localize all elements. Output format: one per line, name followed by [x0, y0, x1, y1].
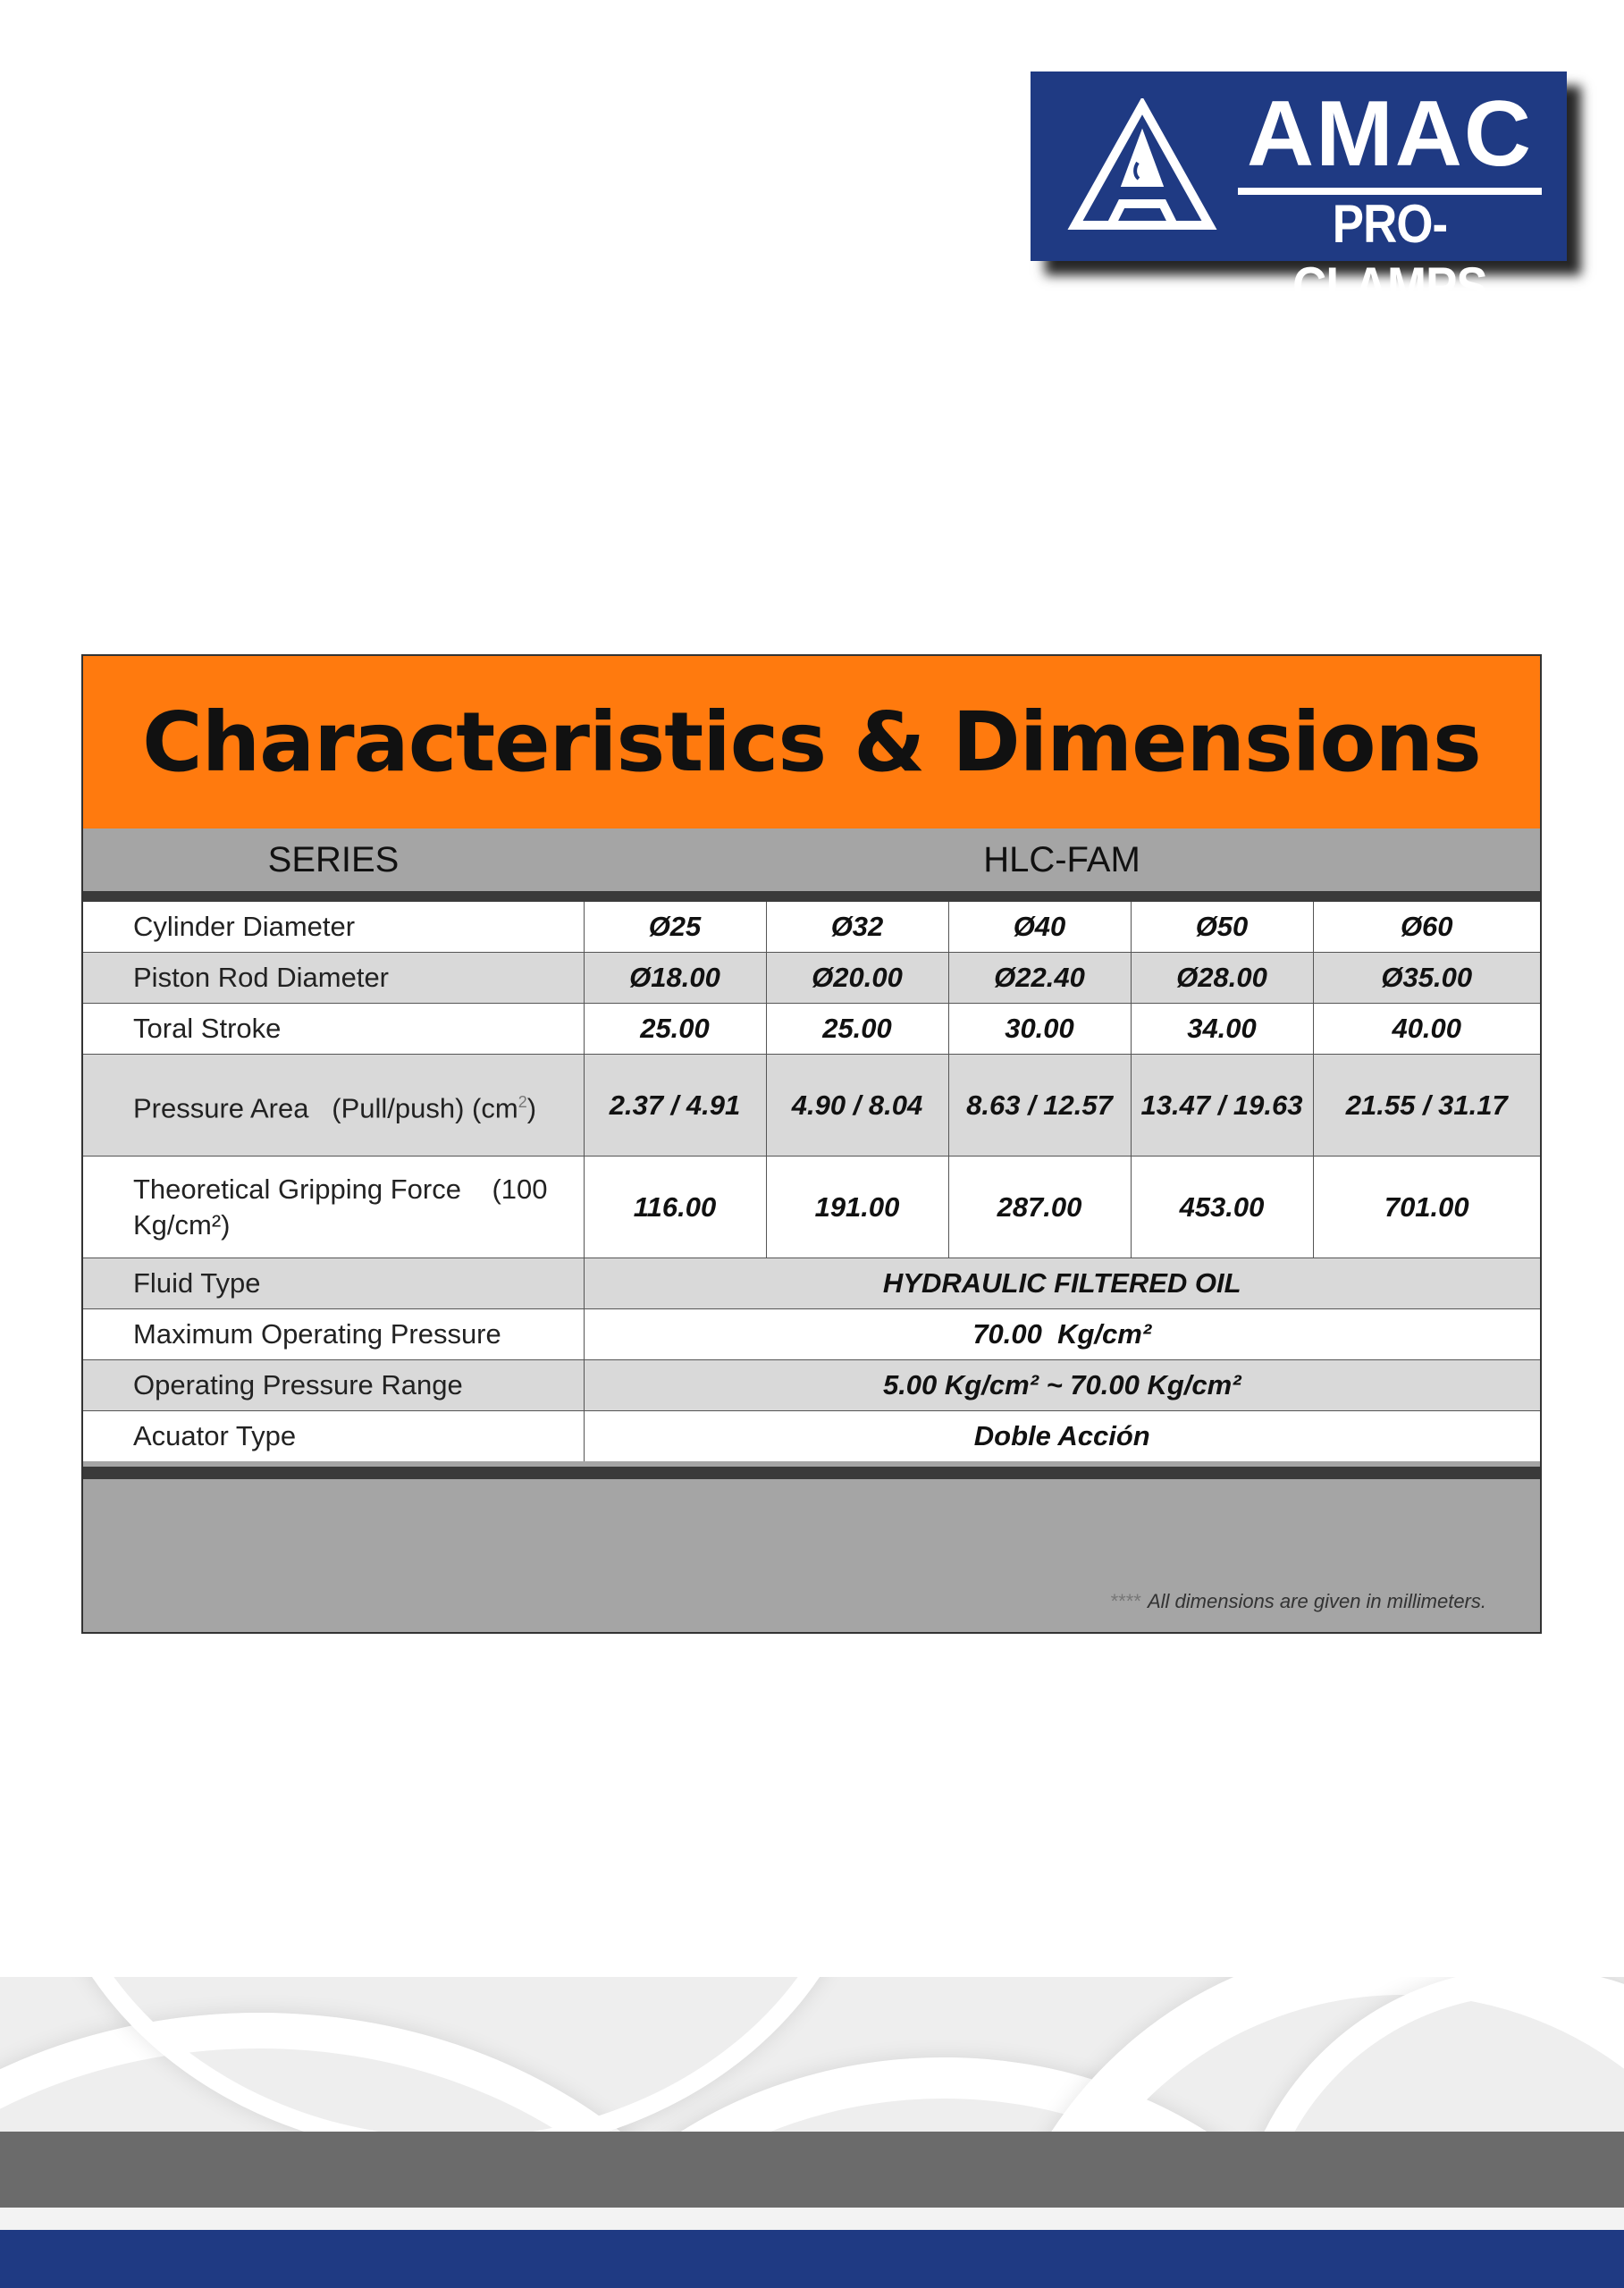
- table-cell: 25.00: [766, 1004, 948, 1055]
- characteristics-panel: [81, 654, 1542, 1634]
- table-row: [83, 902, 1540, 953]
- footer-decoration: [0, 1977, 1624, 2132]
- row-label: Theoretical Gripping Force (100 Kg/cm²): [83, 1157, 584, 1258]
- table-cell: 191.00: [766, 1157, 948, 1258]
- table-cell: Ø25: [584, 902, 766, 953]
- table-cell: Ø18.00: [584, 953, 766, 1004]
- drop-a-logo-icon: [1066, 98, 1218, 232]
- divider-bar: [83, 891, 1540, 902]
- table-cell: 701.00: [1313, 1157, 1540, 1258]
- row-label-tail: ): [526, 1092, 537, 1124]
- footnote-text: All dimensions are given in millimeters.: [1147, 1590, 1486, 1612]
- page-title: Characteristics & Dimensions: [142, 694, 1481, 790]
- series-header: [83, 829, 1540, 891]
- superscript: 2: [517, 1092, 527, 1111]
- table-cell: 2.37 / 4.91: [584, 1055, 766, 1157]
- table-cell: 287.00: [948, 1157, 1131, 1258]
- row-label: [83, 1055, 584, 1157]
- row-label: Fluid Type: [83, 1258, 584, 1309]
- row-label: Acuator Type: [83, 1411, 584, 1462]
- table-row: [83, 1309, 1540, 1360]
- table-row: [83, 953, 1540, 1004]
- table-cell: Ø40: [948, 902, 1131, 953]
- series-label: SERIES: [267, 840, 400, 879]
- table-cell: 116.00: [584, 1157, 766, 1258]
- table-cell: 30.00: [948, 1004, 1131, 1055]
- series-value: HLC-FAM: [983, 840, 1140, 879]
- row-label-text: Pressure Area (Pull/push) (cm: [133, 1092, 518, 1124]
- panel-title-bar: [83, 656, 1540, 829]
- footnote: [1110, 1590, 1486, 1613]
- table-row: [83, 1360, 1540, 1411]
- table-cell: HYDRAULIC FILTERED OIL: [584, 1258, 1540, 1309]
- row-label: Toral Stroke: [83, 1004, 584, 1055]
- divider-bar: [83, 1467, 1540, 1479]
- footer-blue-band: [0, 2230, 1624, 2288]
- footer-gap: [0, 2208, 1624, 2230]
- table-cell: Doble Acción: [584, 1411, 1540, 1462]
- table-cell: 13.47 / 19.63: [1131, 1055, 1313, 1157]
- table-cell: Ø32: [766, 902, 948, 953]
- table-cell: 4.90 / 8.04: [766, 1055, 948, 1157]
- row-label: Maximum Operating Pressure: [83, 1309, 584, 1360]
- table-cell: Ø50: [1131, 902, 1313, 953]
- logo-brand: AMAC: [1247, 82, 1533, 186]
- table-cell: 5.00 Kg/cm² ~ 70.00 Kg/cm²: [584, 1360, 1540, 1411]
- table-row: [83, 1055, 1540, 1157]
- logo-subtitle: PRO-CLAMPS: [1292, 194, 1487, 316]
- row-label: Operating Pressure Range: [83, 1360, 584, 1411]
- table-cell: 40.00: [1313, 1004, 1540, 1055]
- table-cell: Ø22.40: [948, 953, 1131, 1004]
- table-row: [83, 1411, 1540, 1462]
- table-cell: 21.55 / 31.17: [1313, 1055, 1540, 1157]
- table-cell: 70.00 Kg/cm²: [584, 1309, 1540, 1360]
- row-label: Piston Rod Diameter: [83, 953, 584, 1004]
- table-cell: Ø60: [1313, 902, 1540, 953]
- table-cell: 34.00: [1131, 1004, 1313, 1055]
- table-row: [83, 1157, 1540, 1258]
- amac-logo: [1031, 72, 1567, 316]
- table-row: [83, 1258, 1540, 1309]
- table-row: [83, 1004, 1540, 1055]
- spec-table: [83, 902, 1540, 1461]
- table-cell: Ø35.00: [1313, 953, 1540, 1004]
- table-cell: 8.63 / 12.57: [948, 1055, 1131, 1157]
- footnote-stars: ****: [1109, 1590, 1140, 1612]
- footer-grey-band: [0, 2132, 1624, 2208]
- table-cell: Ø20.00: [766, 953, 948, 1004]
- table-cell: 453.00: [1131, 1157, 1313, 1258]
- row-label: Cylinder Diameter: [83, 902, 584, 953]
- table-cell: Ø28.00: [1131, 953, 1313, 1004]
- table-cell: 25.00: [584, 1004, 766, 1055]
